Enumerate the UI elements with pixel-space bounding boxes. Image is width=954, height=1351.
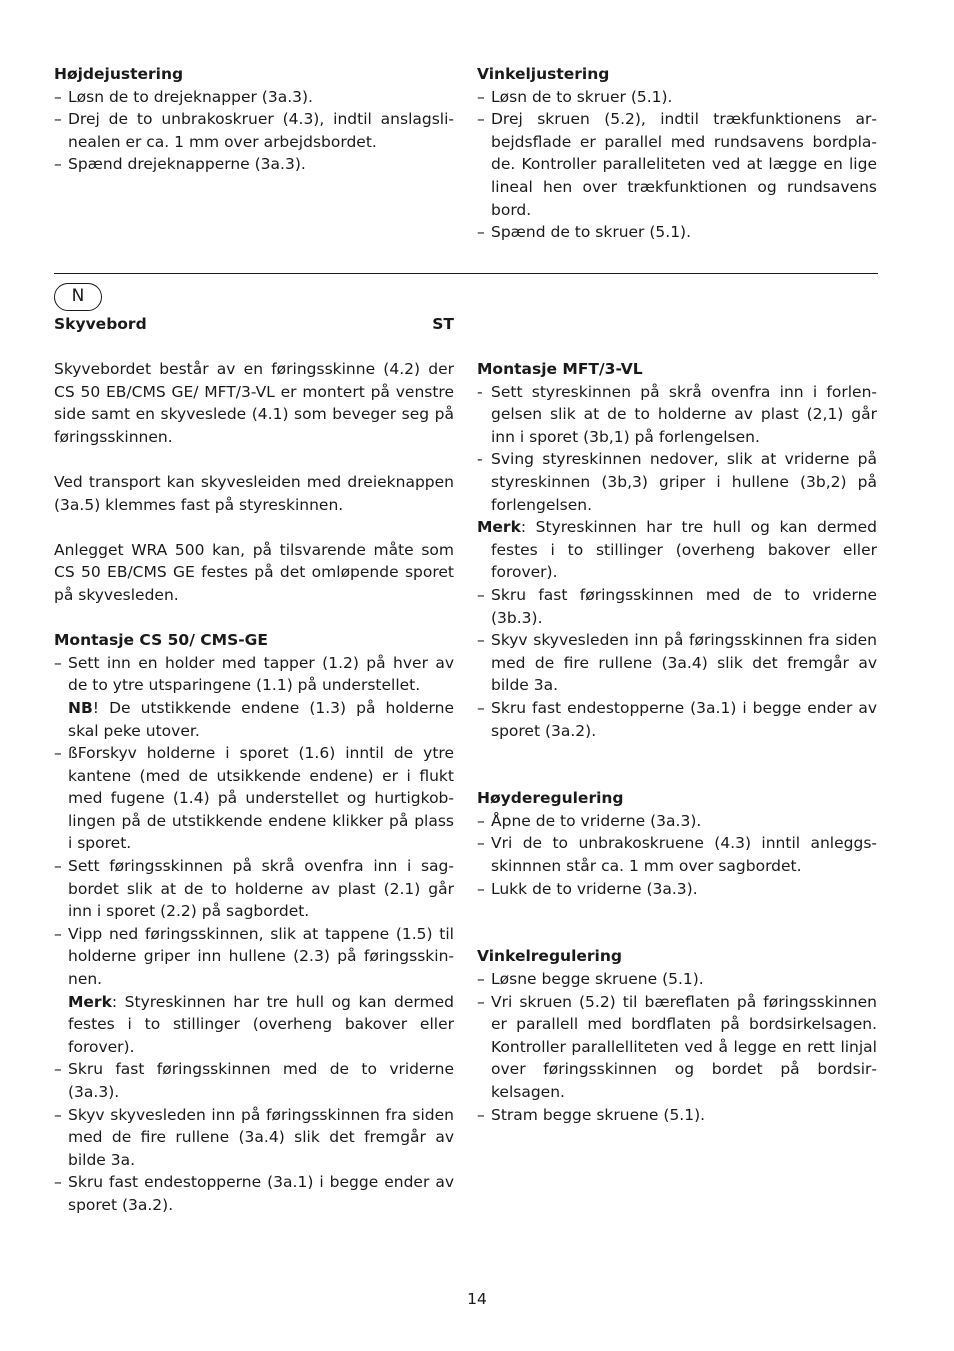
list-item: – Stram begge skruene (5.1). [477, 1104, 877, 1127]
merk-note: Merk: Styreskinnen har tre hull og kan dermed festes i to stillinger (overheng bakover eller forover). [68, 992, 454, 1056]
section-title: Skyvebord [54, 315, 147, 333]
dash: – [54, 1060, 62, 1079]
section-code: ST [432, 315, 454, 333]
list-item: – Skru fast endestopperne (3a.1) i begge ender av sporet (3a.2). [477, 698, 877, 740]
list-item: - Sett styreskinnen på skrå ovenfra inn i forlengelsen slik at de to holderne av plast (2,1) går inn i sporet (3b,1) på forlengelsen. [477, 382, 877, 446]
list-item: – Åpne de to vriderne (3a.3). [477, 810, 877, 833]
dash: – [54, 1105, 62, 1124]
list-item: – Drej de to unbrakoskruer (4.3), indtil anslagslinealen er ca. 1 mm over arbejdsbordet. [54, 110, 454, 151]
list-item: – Skyv skyvesleden inn på føringsskinnen fra siden med de fire rullene (3a.4) slik det fremgår av bilde 3a. [477, 631, 877, 695]
list-item: – ßForskyv holderne i sporet (1.6) inntil de ytre kantene (med de utsikkende endene) er i flukt med fugene (1.4) på understellet og hurtigkoblingen på de utstikkende endene klikker på plass i sporet. [54, 744, 454, 853]
hyphen: - [477, 382, 483, 401]
dash: – [54, 924, 62, 943]
dash: – [477, 698, 485, 717]
list-item: – Løsn de to skruer (5.1). [477, 86, 877, 109]
list-item: – Spænd drejeknapperne (3a.3). [54, 153, 454, 176]
list-item: – Drej skruen (5.2), indtil trækfunktionens arbejdsflade er parallel med rundsavens bordplade. Kontroller paralleliteten ved at lægge en lige lineal hen over trækfunktionen og rundsavens bord. [477, 110, 877, 219]
top-left-column [54, 63, 454, 176]
dash: – [477, 223, 485, 242]
heading-vinkeljustering: Vinkeljustering [477, 65, 610, 83]
merk-note: Merk: Styreskinnen har tre hull og kan dermed festes i to stillinger (overheng bakover eller forover). [477, 518, 877, 582]
dash: – [477, 879, 485, 898]
wra-paragraph: Anlegget WRA 500 kan, på tilsvarende måte som CS 50 EB/CMS GE festes på det omløpende sporet på skyvesleden. [54, 540, 454, 604]
dash: – [477, 834, 485, 853]
hyphen: - [477, 450, 483, 469]
list-item: – Vri skruen (5.2) til bæreflaten på føringsskinnen er parallell med bordflaten på bordsirkelsagen. Kontroller parallelliteten ved å legge en rett linjal over føringsskinnen og bordet på bordsirkelsagen. [477, 992, 877, 1101]
transport-paragraph: Ved transport kan skyvesleiden med dreieknappen (3a.5) klemmes fast på styreskinnen. [54, 472, 454, 514]
top-right-column [477, 63, 877, 244]
dash: – [54, 155, 62, 174]
heading-montasje-cs50: Montasje CS 50/ CMS-GE [54, 631, 268, 650]
language-badge: N [54, 283, 102, 311]
list-item: – Sett føringsskinnen på skrå ovenfra inn i sagbordet slik at de to holderne av plast (2.1) går inn i sporet (2.2) på sagbordet. [54, 857, 454, 921]
heading-hojdejustering: Højdejustering [54, 65, 184, 83]
dash: – [54, 653, 62, 672]
dash: – [54, 110, 62, 129]
list-item: – Skru fast føringsskinnen med de to vriderne (3b.3). [477, 585, 877, 627]
dash: – [54, 857, 62, 876]
list-item: – Skyv skyvesleden inn på føringsskinnen fra siden med de fire rullene (3a.4) slik det fremgår av bilde 3a. [54, 1105, 454, 1169]
list-item: – Vri de to unbrakoskruene (4.3) inntil anleggsskinnnen står ca. 1 mm over sagbordet. [477, 834, 877, 876]
list-item: – Sett inn en holder med tapper (1.2) på hver av de to ytre utsparingene (1.1) på understellet. [54, 653, 454, 695]
dash: – [54, 1173, 62, 1192]
dash: – [54, 87, 62, 106]
intro-paragraph: Skyvebordet består av en føringsskinne (4.2) der CS 50 EB/CMS GE/ MFT/3-VL er montert på venstre side samt en skyveslede (4.1) som beveger seg på føringsskinnen. [54, 360, 454, 446]
dash: – [477, 110, 485, 129]
dash: – [477, 1105, 485, 1124]
left-column [54, 358, 454, 1217]
list-item: – Vipp ned føringsskinnen, slik at tappene (1.5) til holderne griper inn hullene (2.3) på føringsskinnen. [54, 924, 454, 989]
page-number: 14 [467, 1290, 487, 1308]
list-item: – Spænd de to skruer (5.1). [477, 221, 877, 244]
list-item: – Skru fast endestopperne (3a.1) i begge ender av sporet (3a.2). [54, 1173, 454, 1214]
section-header [54, 313, 454, 336]
list-item: – Lukk de to vriderne (3a.3). [477, 878, 877, 901]
list-item: - Sving styreskinnen nedover, slik at vriderne på styreskinnen (3b,3) griper i hullene (3b,2) på forlengelsen. [477, 450, 877, 514]
list-item: – Løsne begge skruene (5.1). [477, 968, 877, 991]
dash: – [477, 87, 485, 106]
dash: – [477, 970, 485, 989]
list-item: – Skru fast føringsskinnen med de to vriderne (3a.3). [54, 1060, 454, 1101]
list-item: – Løsn de to drejeknapper (3a.3). [54, 86, 454, 109]
right-column [477, 358, 877, 1126]
nb-note: NB! De utstikkende endene (1.3) på holderne skal peke utover. [68, 698, 454, 740]
dash: – [54, 744, 62, 763]
heading-hoyderegulering: Høyderegulering [477, 789, 624, 808]
heading-vinkelregulering: Vinkelregulering [477, 947, 622, 966]
dash: – [477, 585, 485, 604]
section-divider [54, 273, 878, 274]
heading-montasje-mft: Montasje MFT/3-VL [477, 360, 643, 378]
dash: – [477, 631, 485, 650]
dash: – [477, 992, 485, 1011]
dash: – [477, 811, 485, 830]
